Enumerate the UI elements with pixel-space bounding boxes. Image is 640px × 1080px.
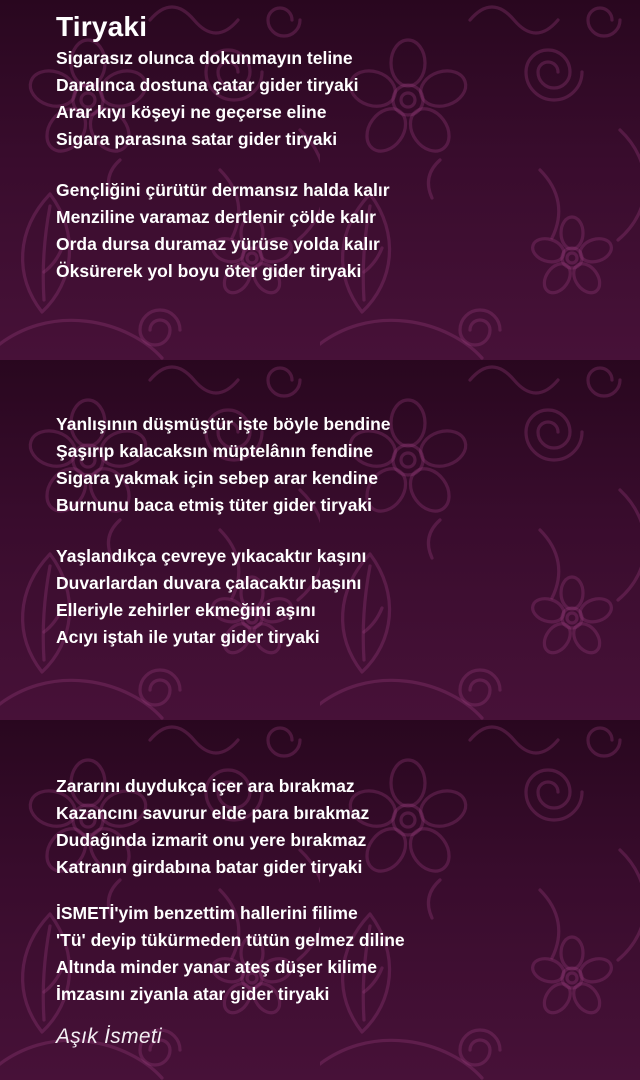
- poem-line: Orda dursa duramaz yürüse yolda kalır: [56, 234, 380, 254]
- poem-line: Acıyı iştah ile yutar gider tiryaki: [56, 627, 320, 647]
- poem-line: İmzasını ziyanla atar gider tiryaki: [56, 984, 330, 1004]
- stanza-4: [56, 543, 620, 651]
- poem-line: Daralınca dostuna çatar gider tiryaki: [56, 75, 359, 95]
- poem-line: Kazancını savurur elde para bırakmaz: [56, 803, 370, 823]
- poem-line: Zararını duydukça içer ara bırakmaz: [56, 776, 355, 796]
- poem-line: Sigara parasına satar gider tiryaki: [56, 129, 338, 149]
- poem-line: Şaşırıp kalacaksın müptelânın fendine: [56, 441, 374, 461]
- stanza-2: [56, 177, 620, 285]
- poem-author: Aşık İsmeti: [56, 1025, 162, 1048]
- poem-line: Altında minder yanar ateş düşer kilime: [56, 957, 377, 977]
- poem-line: Katranın girdabına batar gider tiryaki: [56, 857, 363, 877]
- poem-line: Sigara yakmak için sebep arar kendine: [56, 468, 378, 488]
- poem-title: Tiryaki: [56, 11, 148, 42]
- poem-line: Öksürerek yol boyu öter gider tiryaki: [56, 261, 362, 281]
- poem-line: Gençliğini çürütür dermansız halda kalır: [56, 180, 390, 200]
- poem-line: İSMETİ'yim benzettim hallerini filime: [56, 903, 358, 923]
- stanza-3: [56, 411, 620, 519]
- poem-line: Duvarlardan duvara çalacaktır başını: [56, 573, 362, 593]
- poem-line: Sigarasız olunca dokunmayın teline: [56, 48, 353, 68]
- poem-line: Yaşlandıkça çevreye yıkacaktır kaşını: [56, 546, 367, 566]
- poem-line: Elleriyle zehirler ekmeğini aşını: [56, 600, 316, 620]
- poem-line: Burnunu baca etmiş tüter gider tiryaki: [56, 495, 373, 515]
- poem-line: Dudağında izmarit onu yere bırakmaz: [56, 830, 367, 850]
- poem-line: 'Tü' deyip tükürmeden tütün gelmez diline: [56, 930, 405, 950]
- stanza-1: [56, 45, 620, 153]
- poem-line: Menziline varamaz dertlenir çölde kalır: [56, 207, 376, 227]
- poem-line: Yanlışının düşmüştür işte böyle bendine: [56, 414, 391, 434]
- stanza-5: [56, 773, 620, 881]
- stanza-6: [56, 900, 620, 1008]
- poem-line: Arar kıyı köşeyi ne geçerse eline: [56, 102, 327, 122]
